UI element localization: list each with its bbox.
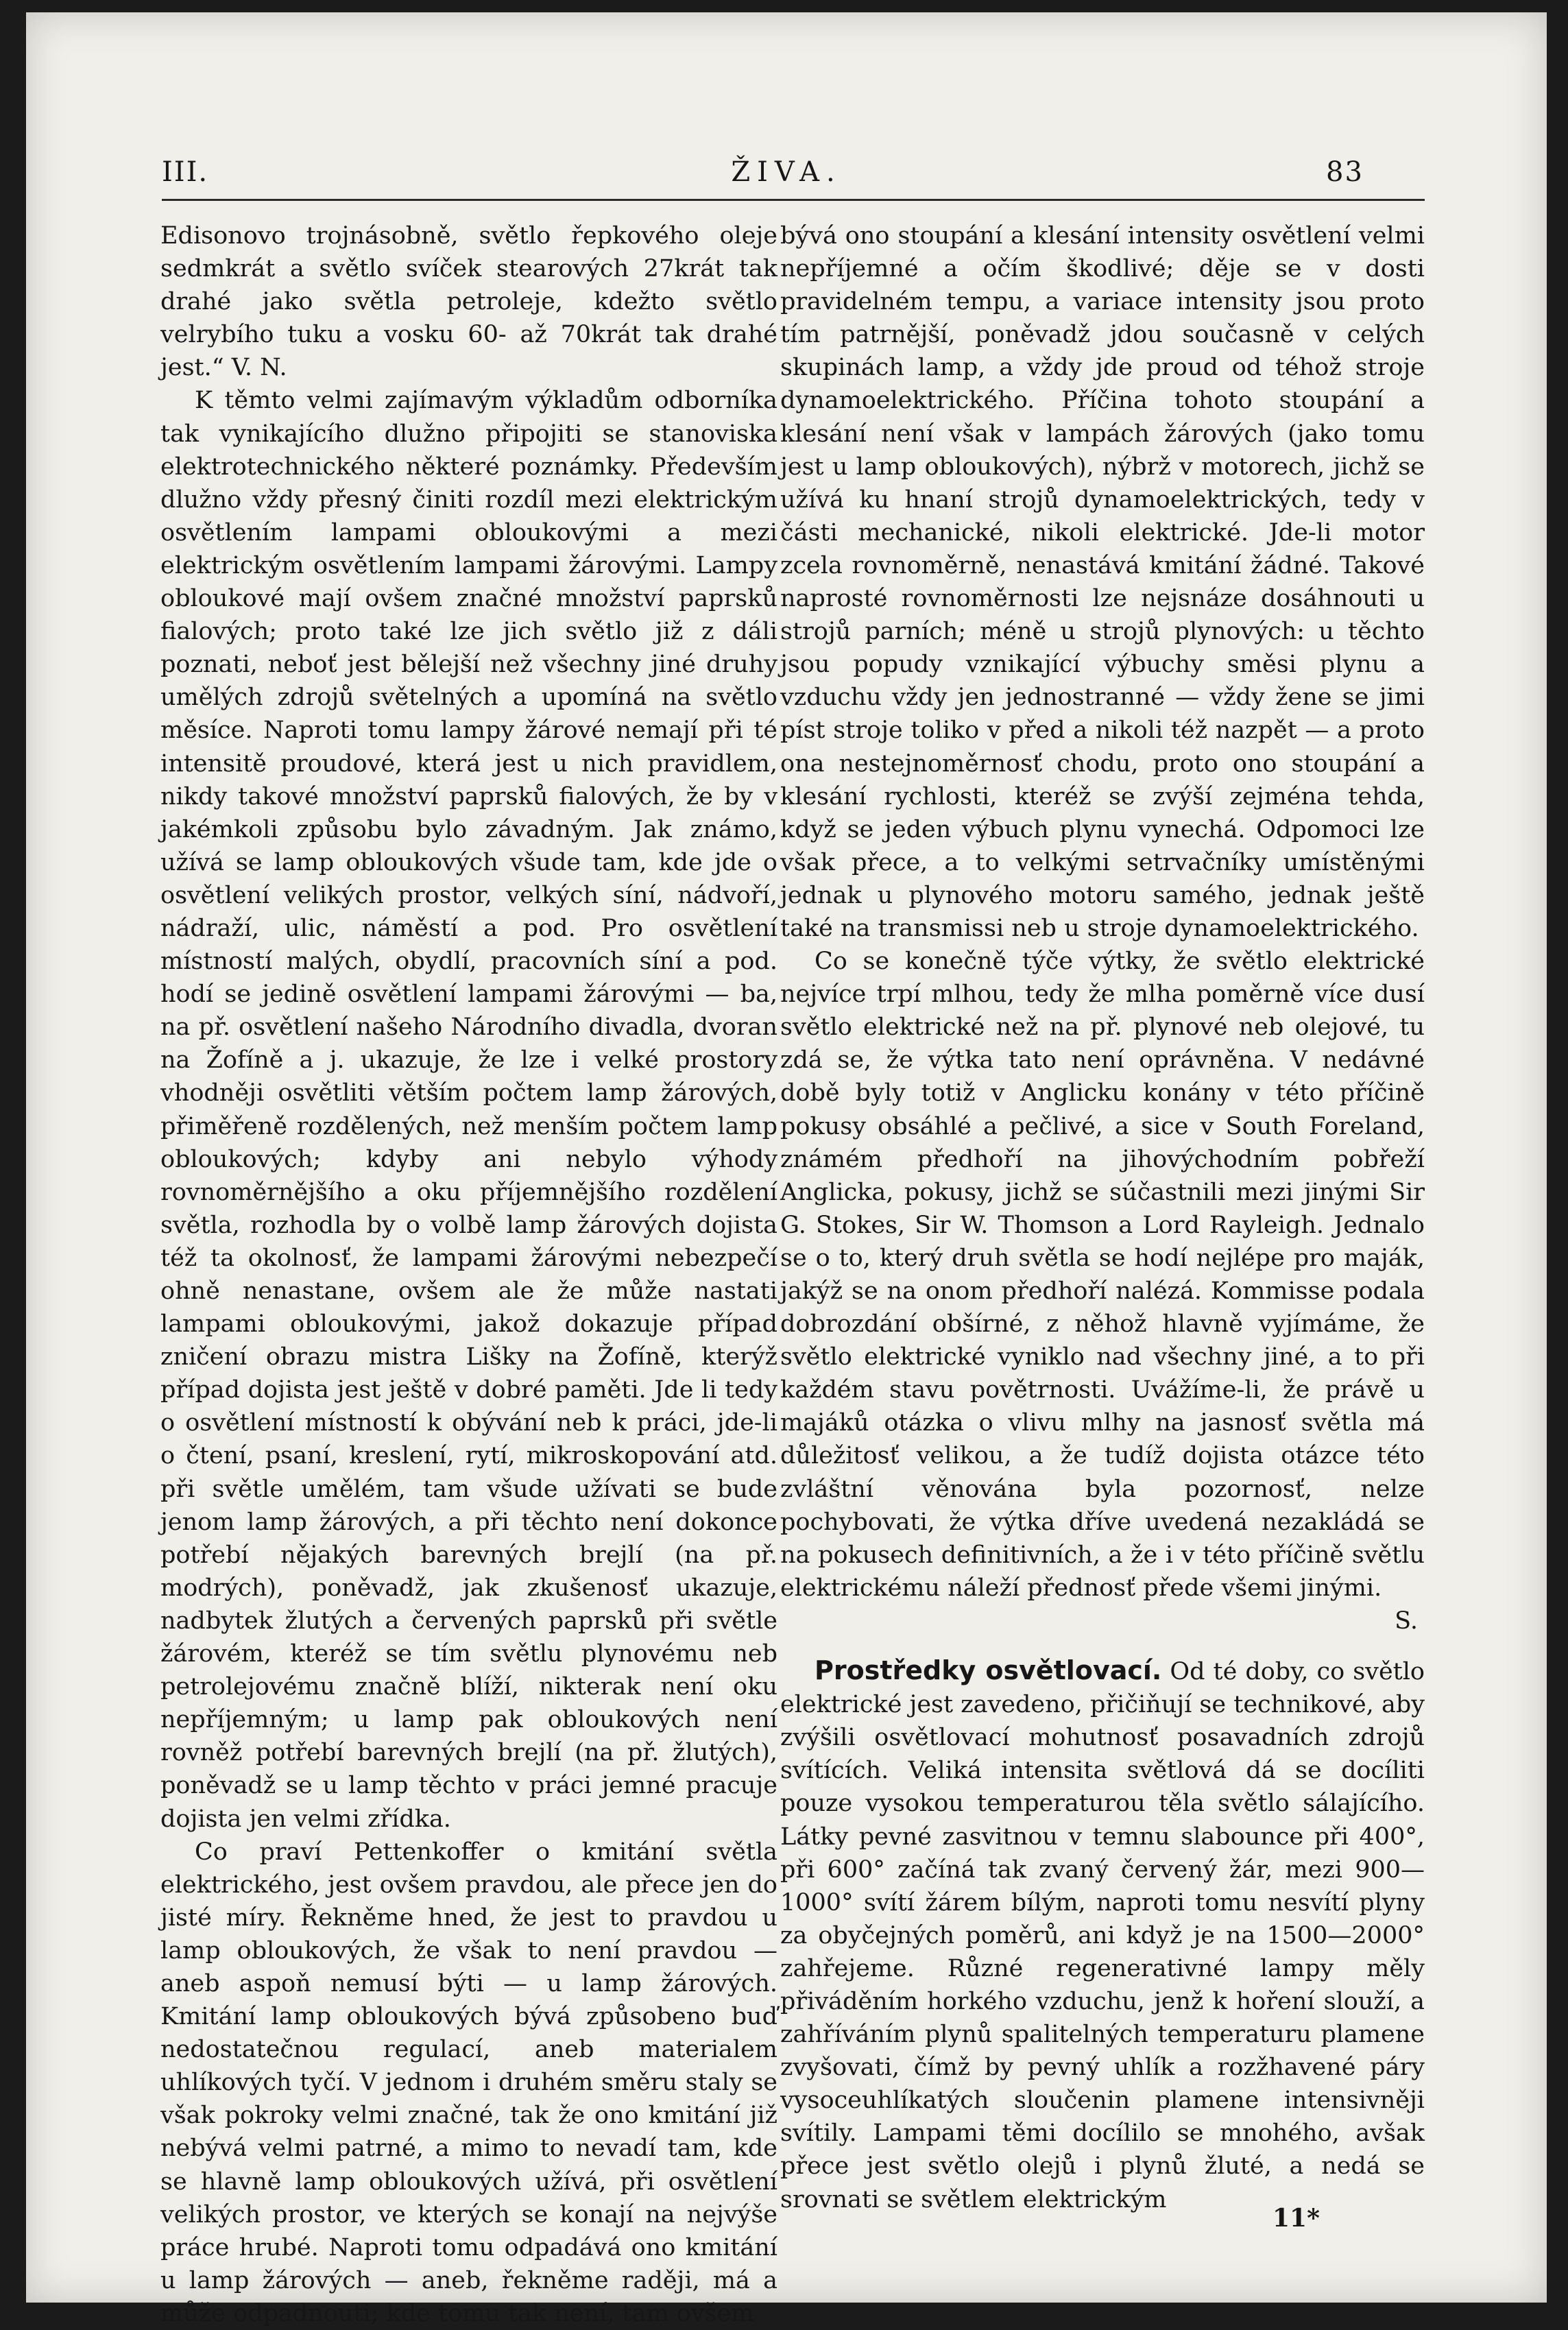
paragraph: K těmto velmi zajímavým výkladům odborníka tak vynikajícího dlužno připojiti se stanoviska elektrotechnického některé poznámky. Především dlužno vždy přesný činiti rozdíl mezi elektrickým osvětlením lampami obloukovými a mezi elektrickým osvětlením lampami žárovými. Lampy obloukové mají ovšem značné množství paprsků fialových; proto také lze jich světlo již z dáli poznati, neboť jest bělejší než všechny jiné druhy umělých zdrojů světelných a upomíná na světlo měsíce. Naproti tomu lampy žárové nemají při té intensitě proudové, která jest u nich pravidlem, nikdy takové množství paprsků fialových, že by v jakémkoli způsobu bylo závadným. Jak známo, užívá se lamp obloukových všude tam, kde jde o osvětlení velikých prostor, velkých síní, nádvoří, nádraží, ulic, náměstí a pod. Pro osvětlení místností malých, obydlí, pracovních síní a pod. hodí se jedině osvětlení lampami žárovými — ba, na př. osvětlení našeho Národního divadla, dvoran na Žofíně a j. ukazuje, že lze i velké prostory vhodněji osvětliti větším počtem lamp žárových, přiměřeně rozdělených, než menším počtem lamp obloukových; kdyby ani nebylo výhody rovnoměrnějšího a oku příjemnějšího rozdělení světla, rozhodla by o volbě lamp žárových dojista též ta okolnosť, že lampami žárovými nebezpečí ohně nenastane, ovšem ale že může nastati lampami obloukovými, jakož dokazuje případ zničení obrazu mistra Lišky na Žofíně, kterýž případ dojista jest ještě v dobré paměti. Jde li tedy o osvětlení místností k obývání neb k práci, jde-li o čtení, psaní, kreslení, rytí, mikroskopování atd. při světle umělém, tam všude užívati se bude jenom lamp žárových, a při těchto není dokonce potřebí nějakých barevných brejlí (na př. modrých), poněvadž, jak zkušenosť ukazuje, nadbytek žlutých a červených paprsků při světle žárovém, kteréž se tím světlu plynovému neb petrolejovému značně blíží, nikterak není oku nepříjemným; u lamp pak obloukových není rovněž potřebí barevných brejlí (na př. žlutých), poněvadž se u lamp těchto v práci jemné pracuje dojista jen velmi zřídka. <box>160 387 777 1833</box>
page-number: 83 <box>1326 156 1364 188</box>
journal-title: ŽIVA. <box>731 156 842 188</box>
header-rule <box>162 199 1425 201</box>
paragraph: Co se konečně týče výtky, že světlo elektrické nejvíce trpí mlhou, tedy že mlha poměrně více dusí světlo elektrické než na př. plynové neb olejové, tu zdá se, že výtka tato není oprávněna. V nedávné době byly totiž v Anglicku konány v této příčině pokusy obsáhlé a pečlivé, a sice v South Foreland, známém předhoří na jihovýchodním pobřeží Anglicka, pokusy, jichž se súčastnili mezi jinými Sir G. Stokes, Sir W. Thomson a Lord Rayleigh. Jednalo se o to, který druh světla se hodí nejlépe pro maják, jakýž se na onom předhoří nalézá. Kommisse podala dobrozdání obšírné, z něhož hlavně vyjímáme, že světlo elektrické vyniklo nad všechny jiné, a to při každém stavu povětrnosti. Uvážíme-li, že právě u majáků otázka o vlivu mlhy na jasnosť světla má důležitosť velikou, a že tudíž dojista otázce této zvláštní věnována byla pozornosť, nelze pochybovati, že výtka dříve uvedená nezakládá se na pokusech definitivních, a že i v této příčině světlu elektrickému náleží přednosť přede všemi jinými. <box>780 948 1425 1602</box>
author-signature: S. <box>1395 1607 1418 1635</box>
paragraph: bývá ono stoupání a klesání intensity osvětlení velmi nepříjemné a očím škodlivé; děje se v dosti pravidelném tempu, a variace intensity jsou proto tím patrnější, poněvadž jdou současně v celých skupinách lamp, a vždy jde proud od téhož stroje dynamoelektrického. Příčina tohoto stoupání a klesání není však v lampách žárových (jako tomu jest u lamp obloukových), nýbrž v motorech, jichž se užívá ku hnaní strojů dynamoelektrických, tedy v části mechanické, nikoli elektrické. Jde-li motor zcela rovnoměrně, nenastává kmitání žádné. Takové naprosté rovnoměrnosti lze nejsnáze dosáhnouti u strojů parních; méně u strojů plynových: u těchto jsou popudy vznikající výbuchy směsi plynu a vzduchu vždy jen jednostranné — vždy žene se jimi píst stroje toliko v před a nikoli též nazpět — a proto ona nestejnoměrnosť chodu, proto ono stoupání a klesání rychlosti, kteréž se zvýší zejména tehda, když se jeden výbuch plynu vynechá. Odpomoci lze však přece, a to velkými setrvačníky umístěnými jednak u plynového motoru samého, jednak ještě také na transmissi neb u stroje dynamoelektrického. <box>780 222 1425 942</box>
left-column <box>160 219 777 2330</box>
section-title: Prostředky osvětlovací. <box>815 1655 1162 1686</box>
right-column <box>780 219 1425 2216</box>
page <box>26 12 1547 2327</box>
paragraph: Co praví Pettenkoffer o kmitání světla elektrického, jest ovšem pravdou, ale přece jen do jisté míry. Řekněme hned, že jest to pravdou u lamp obloukových, že však to není pravdou — aneb aspoň nemusí býti — u lamp žárových. Kmitání lamp obloukových bývá způsobeno buď nedostatečnou regulací, aneb materialem uhlíkových tyčí. V jednom i druhém směru staly se však pokroky velmi značné, tak že ono kmitání již nebývá velmi patrné, a mimo to nevadí tam, kde se hlavně lamp obloukových užívá, při osvětlení velikých prostor, ve kterých se konají na nejvýše práce hrubé. Naproti tomu odpadává ono kmitání u lamp žárových — aneb, řekněme raději, má a může odpadnouti; kde tomu tak není, tam ovšem <box>160 1838 777 2327</box>
section-paragraph <box>780 1654 1425 2216</box>
running-head <box>26 156 1547 197</box>
section-text: Od té doby, co světlo elektrické jest zavedeno, přičiňují se technikové, aby zvýšili osvětlovací mohutnosť posavadních zdrojů svítících. Veliká intensita světlová dá se docíliti pouze vysokou temperaturou těla světlo sálajícího. Látky pevné zasvitnou v temnu slabounce při 400°, při 600° začíná tak zvaný červený žár, mezi 900—1000° svítí žárem bílým, naproti tomu nesvítí plyny za obyčejných poměrů, ani když je na 1500—2000° zahřejeme. Různé regenerativné lampy měly přiváděním horkého vzduchu, jenž k hoření slouží, a zahříváním plynů spalitelných temperaturu plamene zvyšovati, čímž by pevný uhlík a rozžhavené páry vysoceuhlíkatých sloučenin plamene intensivněji svítily. Lampami těmi docílilo se mnohého, avšak přece jest světlo olejů i plynů žluté, a nedá se srovnati se světlem elektrickým <box>780 1658 1425 2213</box>
printer-signature-mark: 11* <box>1273 2204 1320 2233</box>
volume-number: III. <box>162 156 209 188</box>
paragraph: Edisonovo trojnásobně, světlo řepkového oleje sedmkrát a světlo svíček stearových 27krát tak drahé jako světla petroleje, kdežto světlo velrybího tuku a vosku 60- až 70krát tak drahé jest.“ V. N. <box>160 222 777 382</box>
